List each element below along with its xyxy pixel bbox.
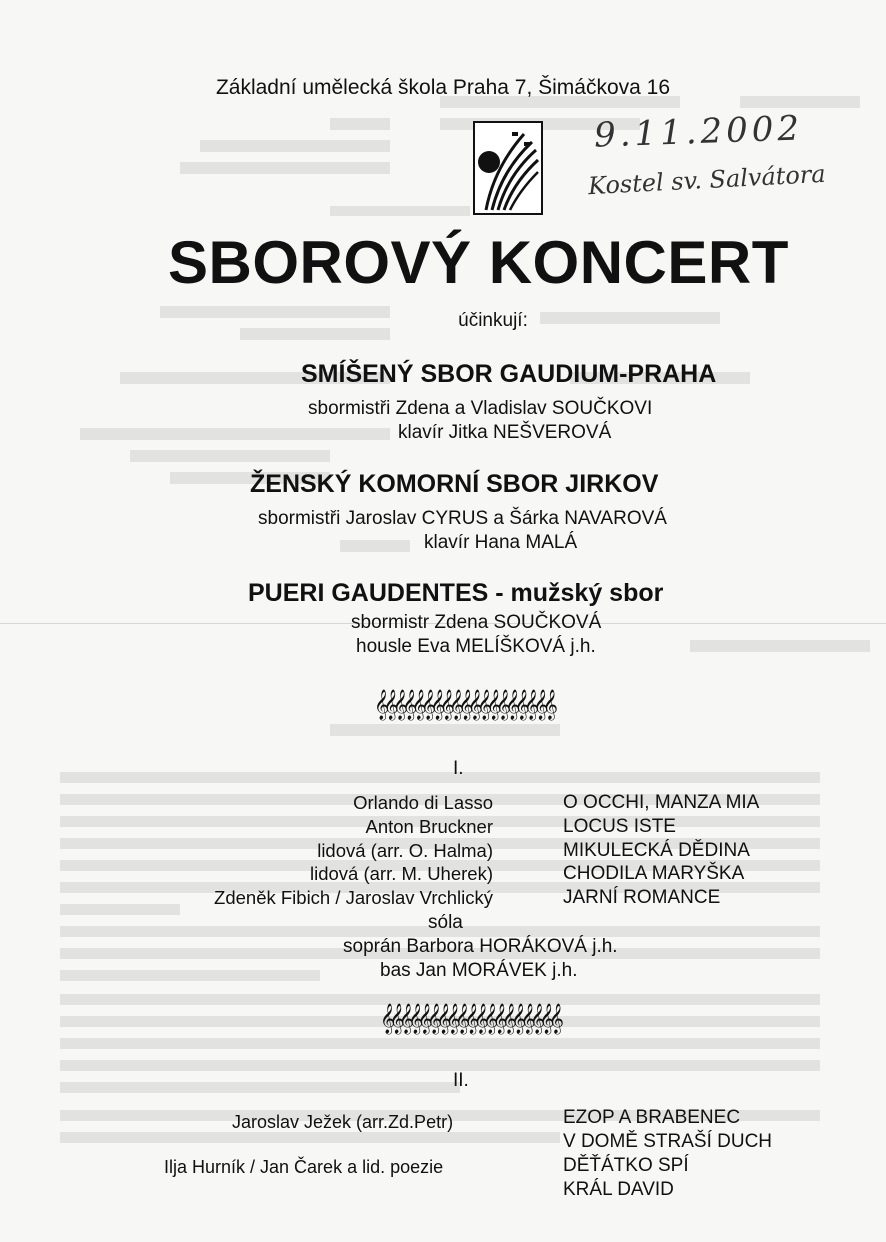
ensemble-2-name: ŽENSKÝ KOMORNÍ SBOR JIRKOV (250, 470, 659, 498)
part-1-composer-1: Orlando di Lasso (353, 792, 493, 813)
part-2-piece-4: KRÁL DAVID (563, 1179, 674, 1200)
part-2-label: II. (453, 1070, 469, 1091)
ensemble-3-conductor: sbormistr Zdena SOUČKOVÁ (351, 612, 602, 633)
ensemble-2-conductors: sbormistři Jaroslav CYRUS a Šárka NAVAROVÁ (258, 508, 667, 529)
part-1-piece-1: O OCCHI, MANZA MIA (563, 792, 760, 813)
participants-label: účinkují: (458, 310, 528, 331)
ensemble-1-piano: klavír Jitka NEŠVEROVÁ (398, 422, 612, 443)
part-2-composer-1: Jaroslav Ježek (arr.Zd.Petr) (232, 1112, 454, 1132)
part-2-piece-1: EZOP A BRABENEC (563, 1107, 741, 1128)
handwritten-date: 9.11.2002 (593, 108, 804, 156)
part-1-composer-4: lidová (arr. M. Uherek) (310, 863, 493, 884)
ensemble-2-piano: klavír Hana MALÁ (424, 532, 578, 553)
concert-title: SBOROVÝ KONCERT (168, 229, 789, 296)
handwritten-place: Kostel sv. Salvátora (587, 159, 827, 201)
school-heading: Základní umělecká škola Praha 7, Šimáčkova 16 (215, 76, 671, 99)
school-logo (472, 120, 544, 216)
ensemble-1-conductors: sbormistři Zdena a Vladislav SOUČKOVI (308, 398, 653, 419)
soloist-soprano: soprán Barbora HORÁKOVÁ j.h. (343, 936, 618, 957)
part-1-piece-4: CHODILA MARYŠKA (563, 863, 745, 884)
soloist-bass: bas Jan MORÁVEK j.h. (380, 960, 578, 981)
part-1-piece-5: JARNÍ ROMANCE (563, 887, 721, 908)
part-1-composer-3: lidová (arr. O. Halma) (317, 840, 493, 861)
part-1-composer-5: Zdeněk Fibich / Jaroslav Vrchlický (214, 887, 493, 908)
part-1-label: I. (453, 758, 464, 779)
part-1-piece-3: MIKULECKÁ DĚDINA (563, 840, 750, 861)
part-1-piece-2: LOCUS ISTE (563, 816, 676, 837)
ensemble-3-name: PUERI GAUDENTES - mužský sbor (248, 579, 664, 607)
solo-label: sóla (428, 912, 463, 933)
ensemble-1-name: SMÍŠENÝ SBOR GAUDIUM-PRAHA (301, 360, 717, 388)
treble-clef-divider: 𝄞𝄞𝄞𝄞𝄞𝄞𝄞𝄞𝄞𝄞𝄞𝄞𝄞𝄞𝄞𝄞𝄞𝄞𝄞 (380, 1004, 558, 1034)
part-2-piece-2: V DOMĚ STRAŠÍ DUCH (563, 1131, 773, 1152)
part-2-piece-3: DĚŤÁTKO SPÍ (563, 1155, 689, 1176)
treble-clef-divider: 𝄞𝄞𝄞𝄞𝄞𝄞𝄞𝄞𝄞𝄞𝄞𝄞𝄞𝄞𝄞𝄞𝄞𝄞𝄞 (374, 690, 552, 720)
part-1-composer-2: Anton Bruckner (365, 816, 493, 837)
part-2-composer-2: Ilja Hurník / Jan Čarek a lid. poezie (164, 1157, 444, 1177)
ensemble-3-violin: housle Eva MELÍŠKOVÁ j.h. (356, 636, 596, 657)
